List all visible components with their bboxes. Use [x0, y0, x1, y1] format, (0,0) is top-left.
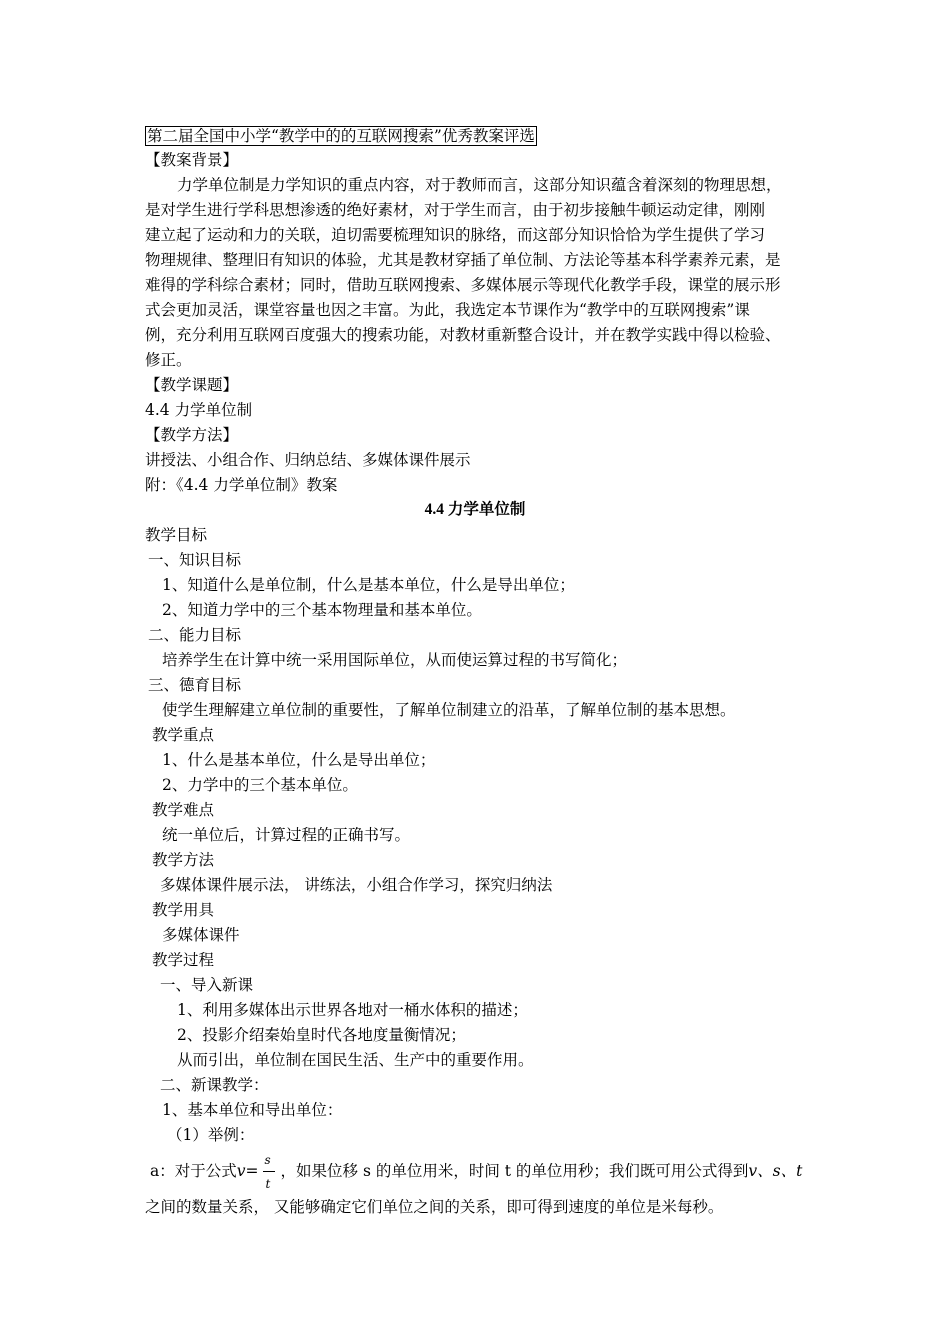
document-title: 第二届全国中小学“教学中的的互联网搜索”优秀教案评选: [147, 127, 535, 145]
paragraph-line: 例，充分利用互联网百度强大的搜索功能，对教材重新整合设计，并在教学实践中得以检验、: [145, 326, 781, 344]
moral-item: 使学生理解建立单位制的重要性，了解单位制建立的沿革，了解单位制的基本思想。: [162, 701, 736, 719]
fraction-bar: [263, 1171, 275, 1172]
paragraph-line: 是对学生进行学科思想渗透的绝好素材，对于学生而言，由于初步接触牛顿运动定律，刚刚: [145, 201, 766, 219]
paragraph-line: 修正。: [145, 351, 192, 369]
knowledge-item: 1、知道什么是单位制，什么是基本单位，什么是导出单位；: [162, 576, 575, 594]
formula-lhs: v: [236, 1162, 246, 1180]
topic-text: 4.4 力学单位制: [145, 401, 253, 419]
knowledge-item: 2、知道力学中的三个基本物理量和基本单位。: [162, 601, 482, 619]
goals-heading: 教学目标: [145, 526, 208, 544]
intro-item: 2、投影介绍秦始皇时代各地度量衡情况；: [177, 1026, 466, 1044]
formula-denominator: t: [265, 1177, 271, 1191]
formula-fraction: [261, 1153, 279, 1191]
tools-item: 多媒体课件: [162, 926, 240, 944]
intro-item: 从而引出，单位制在国民生活、生产中的重要作用。: [177, 1051, 534, 1069]
difficulty-heading: 教学难点: [152, 801, 215, 819]
example-label: （1）举例：: [167, 1126, 255, 1144]
moral-heading: 三、德育目标: [148, 676, 242, 694]
paragraph-line: 式会更加灵活，课堂容量也因之丰富。为此，我选定本节课作为“教学中的互联网搜索”课: [145, 301, 750, 319]
intro-heading: 一、导入新课: [160, 976, 254, 994]
intro-item: 1、利用多媒体出示世界各地对一桶水体积的描述；: [177, 1001, 528, 1019]
ability-item: 培养学生在计算中统一采用国际单位，从而使运算过程的书写简化；: [162, 651, 628, 669]
formula-variables: v、s、t: [748, 1162, 803, 1180]
key-item: 1、什么是基本单位，什么是导出单位；: [162, 751, 436, 769]
paragraph-line: 力学单位制是力学知识的重点内容，对于教师而言，这部分知识蕴含着深刻的物理思想，: [177, 176, 782, 194]
topic-heading: 【教学课题】: [145, 376, 239, 394]
tools-heading: 教学用具: [152, 901, 215, 919]
key-item: 2、力学中的三个基本单位。: [162, 776, 358, 794]
teaching-method-item: 多媒体课件展示法， 讲练法，小组合作学习，探究归纳法: [160, 876, 553, 894]
formula-prefix: a：对于公式: [150, 1162, 237, 1180]
paragraph-line: 物理规律、整理旧有知识的体验，尤其是教材穿插了单位制、方法论等基本科学素养元素，是: [145, 251, 781, 269]
formula-suffix: ，如果位移 s 的单位用米，时间 t 的单位用秒；我们既可用公式得到: [280, 1162, 749, 1180]
appendix-line: 附：《4.4 力学单位制》教案: [145, 476, 338, 494]
difficulty-item: 统一单位后，计算过程的正确书写。: [162, 826, 411, 844]
formula-numerator: s: [264, 1153, 271, 1167]
knowledge-heading: 一、知识目标: [148, 551, 242, 569]
background-heading: 【教案背景】: [145, 151, 239, 169]
paragraph-line: 建立起了运动和力的关联，迫切需要梳理知识的脉络，而这部分知识恰恰为学生提供了学习: [145, 226, 766, 244]
paragraph-line: 难得的学科综合素材；同时，借助互联网搜索、多媒体展示等现代化教学手段，课堂的展示形: [145, 276, 781, 294]
ability-heading: 二、能力目标: [148, 626, 242, 644]
plan-title: 4.4 力学单位制: [424, 501, 526, 518]
formula-line: [150, 1153, 803, 1191]
method-text: 讲授法、小组合作、归纳总结、多媒体课件展示: [145, 451, 471, 469]
new-lesson-heading: 二、新课教学：: [160, 1076, 269, 1094]
formula-continuation: 之间的数量关系， 又能够确定它们单位之间的关系，即可得到速度的单位是米每秒。: [145, 1198, 724, 1216]
key-heading: 教学重点: [152, 726, 215, 744]
formula-equals: =: [245, 1162, 259, 1180]
teaching-method-heading: 教学方法: [152, 851, 215, 869]
new-lesson-item: 1、基本单位和导出单位：: [162, 1101, 343, 1119]
method-heading: 【教学方法】: [145, 426, 239, 444]
process-heading: 教学过程: [152, 951, 215, 969]
